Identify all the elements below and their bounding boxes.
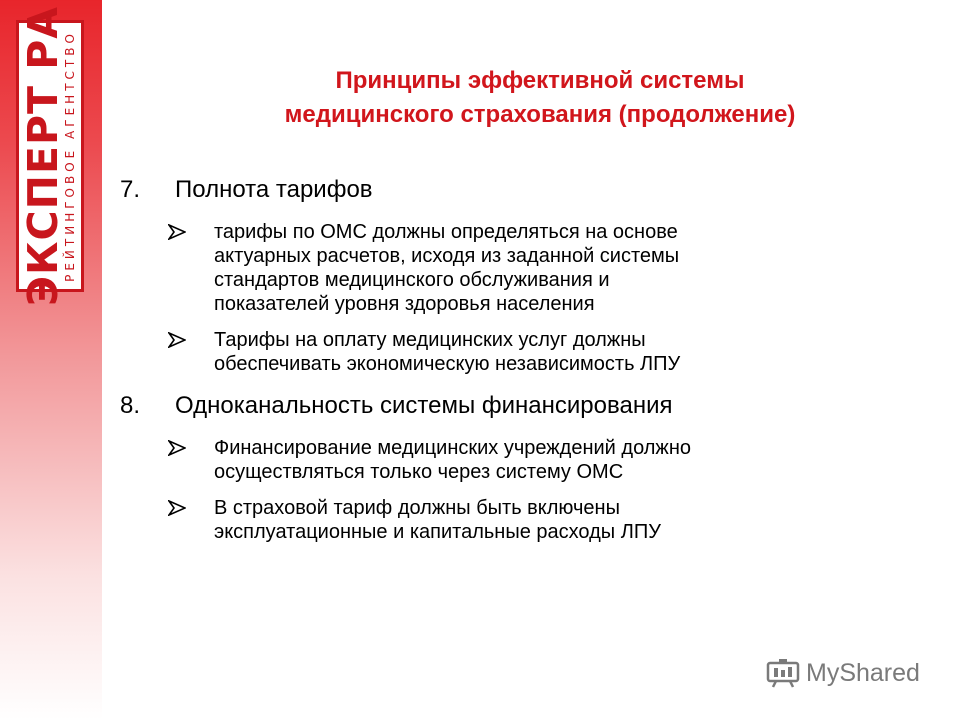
section-heading — [120, 174, 920, 206]
watermark-text: MyShared — [806, 658, 920, 687]
arrow-bullet-icon — [168, 440, 186, 456]
section-8 — [120, 390, 920, 544]
sidebar-gradient — [0, 0, 102, 720]
arrow-bullet-icon — [168, 224, 186, 240]
section-number: 7. — [120, 176, 141, 203]
list-item-line: актуарных расчетов, исходя из заданной системы — [214, 245, 680, 267]
slide-content — [120, 174, 920, 544]
section-heading-text: Одноканальность системы финансирования — [175, 392, 673, 419]
slide-title — [150, 64, 930, 132]
presentation-board-icon — [766, 658, 800, 688]
list-item — [120, 436, 920, 484]
list-item-line: осуществляться только через систему ОМС — [214, 461, 624, 483]
section-heading — [120, 390, 920, 422]
logo — [16, 5, 84, 307]
slide-title-line-1: Принципы эффективной системы — [335, 67, 745, 94]
slide-title-line-2: медицинского страхования (продолжение) — [284, 101, 796, 128]
list-item-line: Тарифы на оплату медицинских услуг должны — [214, 329, 646, 351]
bullet-list — [120, 436, 920, 544]
arrow-bullet-icon — [168, 332, 186, 348]
list-item-line: тарифы по ОМС должны определяться на основе — [214, 221, 678, 243]
list-item-line: эксплуатационные и капитальные расходы ЛПУ — [214, 521, 661, 543]
section-heading-text: Полнота тарифов — [175, 176, 373, 203]
list-item-line: стандартов медицинского обслуживания и — [214, 269, 610, 291]
list-item-line: показателей уровня здоровья населения — [214, 293, 595, 315]
list-item — [120, 220, 920, 316]
list-item-line: обеспечивать экономическую независимость ЛПУ — [214, 353, 681, 375]
list-item-line: Финансирование медицинских учреждений должно — [214, 437, 691, 459]
logo-text-group — [19, 5, 81, 307]
arrow-bullet-icon — [168, 500, 186, 516]
bullet-list — [120, 220, 920, 376]
section-7 — [120, 174, 920, 376]
list-item — [120, 496, 920, 544]
section-number: 8. — [120, 392, 141, 419]
myshared-watermark — [766, 656, 926, 690]
logo-main-text: ЭКСПЕРТ РА — [19, 5, 67, 307]
logo-subtitle: РЕЙТИНГОВОЕ АГЕНТСТВО — [63, 30, 77, 282]
list-item — [120, 328, 920, 376]
list-item-line: В страховой тариф должны быть включены — [214, 497, 620, 519]
